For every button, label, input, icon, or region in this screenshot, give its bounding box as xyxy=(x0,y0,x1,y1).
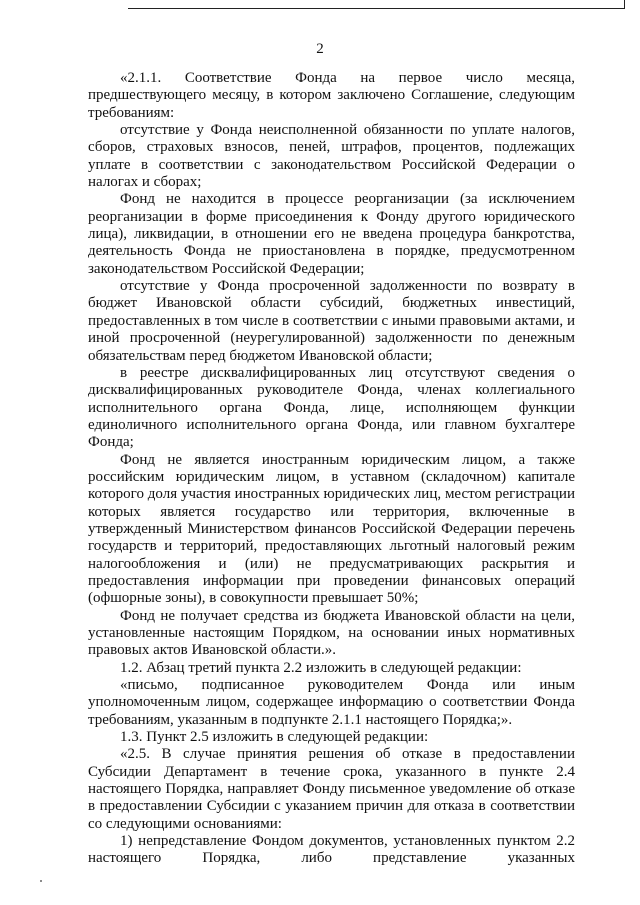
paragraph-1-3: 1.3. Пункт 2.5 изложить в следующей редакции: xyxy=(120,729,429,746)
top-border-line xyxy=(128,8,625,9)
paragraph-no-overdue-debt: отсутствие у Фонда просроченной задолженности по возврату в бюджет Ивановской области субсидий, бюджетных инвестиций, предоставленных в том числе в соответствии с иными правовыми актами, и иной просроченной (неурегулированной) задолженности по денежным обязательствам перед бюджетом Ивановской области; xyxy=(88,278,575,364)
paragraph-letter: «письмо, подписанное руководителем Фонда или иным уполномоченным лицом, содержащее информацию о соответствии Фонда требованиям, указанным в подпункте 2.1.1 настоящего Порядка;». xyxy=(88,677,575,728)
paragraph-not-foreign-entity: Фонд не является иностранным юридическим лицом, а также российским юридическим лицом, в уставном (складочном) капитале которого доля участия иностранных юридических лиц, местом регистрации которых является государство или территория, включенные в утвержденный Министерством финансов Российской Федерации перечень государств и территорий, предоставляющих льготный налоговый режим налогообложения и (или) не предусматривающих раскрытия и предоставления информации при проведении финансовых операций (офшорные зоны), в совокупности превышает 50%; xyxy=(88,451,575,607)
paragraph-item-1: 1) непредставление Фондом документов, установленных пунктом 2.2 настоящего Порядка, либо представление указанных xyxy=(88,833,575,867)
scan-speck xyxy=(40,880,42,882)
document-body xyxy=(88,70,575,868)
paragraph-disqualified-persons: в реестре дисквалифицированных лиц отсутствуют сведения о дисквалифицированных руководителе Фонда, членах коллегиального исполнительного органа Фонда, лице, исполняющем функции единоличного исполнительного органа Фонда, или главном бухгалтере Фонда; xyxy=(88,364,575,451)
paragraph-no-tax-debt: отсутствие у Фонда неисполненной обязанности по уплате налогов, сборов, страховых взносов, пеней, штрафов, процентов, подлежащих уплате в соответствии с законодательством Российской Федерации о налогах и сборах; xyxy=(88,122,575,191)
top-border-corner xyxy=(624,0,625,9)
paragraph-2-1-1: «2.1.1. Соответствие Фонда на первое число месяца, предшествующего месяцу, в котором заключено Соглашение, следующим требованиям: xyxy=(88,70,575,121)
paragraph-1-2: 1.2. Абзац третий пункта 2.2 изложить в следующей редакции: xyxy=(120,659,522,676)
paragraph-no-other-funds: Фонд не получает средства из бюджета Ивановской области на цели, установленные настоящим Порядком, на основании иных нормативных правовых актов Ивановской области.». xyxy=(88,607,575,659)
paragraph-no-reorganization: Фонд не находится в процессе реорганизации (за исключением реорганизации в форме присоединения к Фонду другого юридического лица), ликвидации, в отношении его не введена процедура банкротства, деятельность Фонда не приостановлена в порядке, предусмотренном законодательством Российской Федерации; xyxy=(88,191,575,277)
page-number: 2 xyxy=(316,41,324,57)
paragraph-2-5: «2.5. В случае принятия решения об отказе в предоставлении Субсидии Департамент в течение срока, указанного в пункте 2.4 настоящего Порядка, направляет Фонду письменное уведомление об отказе в предоставлении Субсидии с указанием причин для отказа в соответствии со следующими основаниями: xyxy=(88,746,575,832)
